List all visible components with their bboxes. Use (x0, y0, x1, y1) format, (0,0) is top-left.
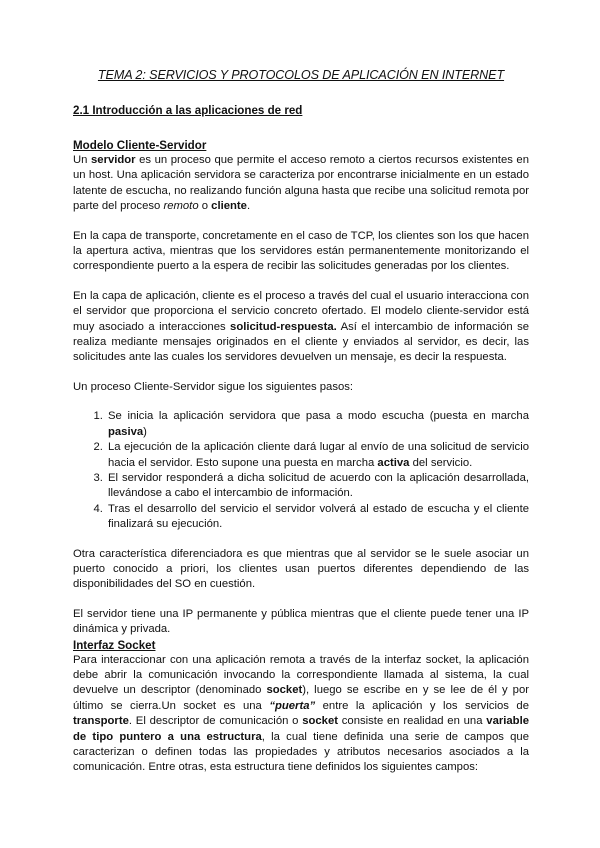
list-item: 1. Se inicia la aplicación servidora que pasa a modo escucha (puesta en marcha pasiva) (106, 409, 529, 440)
steps-list (73, 409, 529, 532)
paragraph-puertos: Otra característica diferenciadora es que mientras que al servidor se le suele asociar un puerto conocido a priori, los clientes usan puertos diferentes dependiendo de las disponibilidades del SO en cuestión. (73, 547, 529, 591)
document-title: TEMA 2: SERVICIOS Y PROTOCOLOS DE APLICACIÓN EN INTERNET (97, 68, 505, 82)
paragraph-aplicacion: En la capa de aplicación, cliente es el proceso a través del cual el usuario interacciona con el servidor que proporciona el servicio concreto ofertado. El modelo cliente-servidor está muy asociado a interacciones solicitud-respuesta. Así el intercambio de información se realiza mediante mensajes originados en el cliente y enviados al servidor, es decir, las solicitudes ante las cuales los servidores devuelven un mensaje, es decir la respuesta. (73, 289, 529, 364)
subheading-interfaz: Interfaz Socket (73, 638, 156, 652)
paragraph-transporte: En la capa de transporte, concretamente en el caso de TCP, los clientes son los que hacen la apertura activa, mientras que los servidores están permanentemente monitorizando el correspondiente puerto a la espera de recibir las solicitudes generadas por los clientes. (73, 229, 529, 273)
list-item: 3. El servidor responderá a dicha solicitud de acuerdo con la aplicación desarrollada, llevándose a cabo el intercambio de información. (106, 471, 529, 502)
subheading-modelo: Modelo Cliente-Servidor (73, 139, 207, 152)
list-item: 2. La ejecución de la aplicación cliente dará lugar al envío de una solicitud de servicio hacia el servidor. Esto supone una puesta en marcha activa del servicio. (106, 440, 529, 471)
paragraph-pasos-intro: Un proceso Cliente-Servidor sigue los siguientes pasos: (73, 380, 354, 393)
paragraph-servidor: Un servidor es un proceso que permite el acceso remoto a ciertos recursos existentes en un host. Una aplicación servidora se caracteriza por encontrarse inicialmente en un estado latente de escucha, no realizando función alguna hasta que recibe una solicitud remota por parte del proceso remoto o cliente. (73, 154, 529, 213)
paragraph-socket: Para interaccionar con una aplicación remota a través de la interfaz socket, la aplicación debe abrir la comunicación invocando la correspondiente llamada al sistema, la cual devuelve un descriptor (denominado socket), luego se escribe en y se lee de él y por último se cierra.Un socket es una “puerta” entre la aplicación y los servicios de transporte. El descriptor de comunicación o socket consiste en realidad en una variable de tipo puntero a una estructura, la cual tiene definida una serie de campos que caracterizan o definen todas las propiedades y atributos necesarios asociados a la comunicación. Entre otras, esta estructura tiene definidos los siguientes campos: (73, 653, 529, 774)
list-item: 4. Tras el desarrollo del servicio el servidor volverá al estado de escucha y el cliente finalizará su ejecución. (106, 502, 529, 533)
document-page (73, 68, 529, 776)
paragraph-ip: El servidor tiene una IP permanente y pública mientras que el cliente puede tener una IP dinámica y privada. (73, 607, 529, 636)
section-heading: 2.1 Introducción a las aplicaciones de red (73, 104, 303, 117)
